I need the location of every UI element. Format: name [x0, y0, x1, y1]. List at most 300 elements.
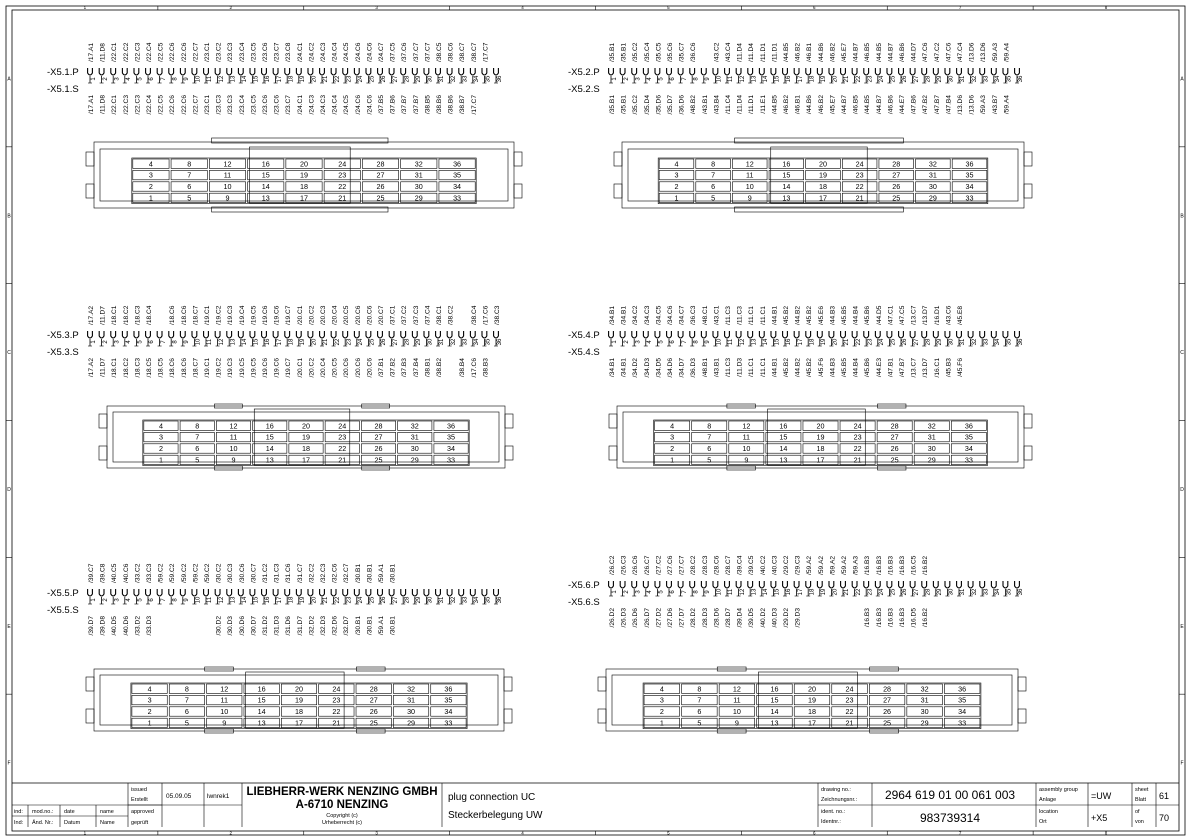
plug-pin [945, 331, 950, 338]
cavity-number: 7 [707, 432, 712, 442]
pin-reference: /22.C3 [122, 95, 130, 115]
pin-reference: /22.C6 [169, 95, 177, 115]
cavity-number: 5 [707, 455, 712, 465]
side-ear [505, 414, 513, 428]
cavity-number: 31 [920, 695, 929, 705]
plug-pin [482, 331, 487, 338]
pin-reference: /59.A2 [829, 555, 837, 575]
pin-reference: /11.D1 [748, 95, 756, 114]
pin-reference: /29.D2 [783, 608, 790, 628]
plug-pin [494, 589, 499, 596]
plug-pin [1015, 581, 1020, 588]
side-ear [86, 709, 94, 723]
pin-reference: /11.C3 [725, 306, 732, 325]
cavity-number: 1 [147, 718, 152, 728]
pin-reference: /32.C7 [343, 563, 351, 583]
plug-pin [285, 589, 290, 596]
cavity-number: 36 [958, 684, 967, 694]
cavity-number: 11 [733, 695, 741, 705]
pin-reference: /45.E6 [817, 305, 825, 325]
cavity-number: 30 [928, 182, 937, 192]
cavity-number: 18 [295, 707, 303, 717]
pin-number: 11 [728, 75, 735, 83]
pin-reference: /45.E8 [957, 305, 964, 325]
pin-reference: /34.D2 [632, 358, 640, 378]
plug-pin [620, 581, 625, 588]
cavity-number: 13 [257, 718, 266, 728]
pin-number: 31 [960, 75, 967, 83]
pin-number: 32 [450, 338, 457, 346]
pin-reference: /18.C6 [180, 305, 188, 325]
cavity-number: 20 [819, 159, 827, 169]
pin-reference: /11.D4 [748, 43, 756, 62]
title-label: drawing no.: [821, 787, 851, 793]
cavity-number: 27 [892, 170, 901, 180]
pin-number: 32 [971, 75, 978, 83]
pin-reference: /44.B1 [771, 305, 779, 325]
pin-number: 28 [404, 75, 411, 83]
pin-reference: /47.B6 [910, 95, 918, 115]
pin-reference: /11.D1 [771, 43, 779, 62]
pin-reference: /34.B1 [609, 305, 616, 325]
plug-pin [401, 331, 406, 338]
pin-reference: /48.B2 [690, 95, 698, 115]
cavity-number: 19 [819, 170, 827, 180]
pin-reference: /37.B5 [378, 95, 385, 115]
plug-pin [447, 331, 452, 338]
plug-pin [424, 331, 429, 338]
cavity-number: 3 [659, 695, 664, 705]
plug-pin [725, 68, 730, 75]
pin-number: 1 [612, 77, 619, 81]
title-label: Blatt [1135, 797, 1147, 803]
pin-reference: /18.C6 [169, 305, 177, 325]
pin-number: 16 [786, 588, 793, 596]
plug-pin [690, 331, 695, 338]
pin-number: 22 [334, 338, 341, 346]
pin-number: 31 [439, 596, 446, 604]
plug-pin [864, 581, 869, 588]
pin-reference: /11.C1 [759, 306, 767, 325]
title-label: Zeichnungsnr.: [821, 797, 858, 803]
pin-number: 6 [670, 590, 677, 594]
pin-reference: /24.C6 [354, 42, 362, 62]
pin-reference: /35.C6 [667, 42, 674, 62]
pin-reference: /59.A4 [1003, 95, 1011, 115]
company-address: A-6710 NENZING [295, 799, 389, 811]
pin-number: 9 [705, 77, 711, 81]
cavity-number: 5 [711, 193, 716, 203]
cavity-number: 29 [414, 193, 423, 203]
pin-number: 21 [323, 75, 330, 83]
pin-reference: /34.C3 [643, 305, 651, 325]
pin-reference: /35.C2 [632, 95, 640, 115]
cavity-number: 18 [819, 182, 827, 192]
cavity-number: 10 [732, 707, 741, 717]
pin-reference: /13.D6 [968, 42, 976, 62]
pin-reference: /13.C7 [910, 305, 918, 325]
pin-reference: /31.D3 [273, 616, 281, 636]
pin-number: 11 [207, 75, 214, 83]
pin-reference: /19.C1 [204, 358, 211, 378]
cavity-number: 5 [187, 193, 192, 203]
plug-pin [759, 581, 764, 588]
plug-pin [817, 68, 822, 75]
pin-number: 8 [172, 77, 179, 81]
pin-reference: /38.B4 [459, 358, 467, 378]
cavity-number: 29 [928, 193, 937, 203]
cavity-number: 22 [855, 182, 864, 192]
plug-pin [192, 331, 197, 338]
pin-reference: /23.C8 [285, 42, 293, 62]
cavity-number: 9 [231, 455, 236, 465]
pin-number: 11 [207, 338, 214, 346]
pin-reference: /40.C5 [111, 563, 119, 583]
cavity-number: 30 [920, 707, 929, 717]
side-ear [99, 446, 107, 460]
cavity-number: 9 [744, 455, 749, 465]
cavity-number: 35 [447, 432, 456, 442]
pin-reference: /22.C2 [122, 42, 130, 62]
pin-number: 10 [195, 596, 202, 604]
column-label: 7 [958, 5, 962, 11]
pin-number: 16 [265, 338, 272, 346]
pin-reference: /23.C5 [250, 42, 258, 62]
pin-reference: /23.C6 [273, 95, 281, 115]
location: +X5 [1091, 813, 1108, 823]
pin-number: 29 [937, 588, 943, 596]
pin-reference: /24.C1 [296, 42, 304, 62]
pin-reference: /44.B4 [852, 305, 860, 325]
column-label: 3 [375, 830, 378, 836]
cavity-number: 10 [223, 182, 232, 192]
pin-number: 14 [242, 75, 248, 83]
pin-reference: /44.D7 [910, 42, 918, 62]
pin-reference: /16.C1 [933, 358, 941, 378]
copyright-en: Copyright (c) [326, 813, 358, 819]
plug-pin [320, 589, 325, 596]
plug-pin [146, 68, 151, 75]
plug-pin [887, 68, 892, 75]
pin-reference: /37.B2 [389, 358, 397, 378]
pin-reference: /32.C3 [320, 563, 327, 583]
pin-reference: /37.B4 [412, 358, 420, 378]
pin-reference: /45.B3 [945, 358, 953, 378]
pin-reference: /33.C3 [146, 563, 153, 583]
cavity-number: 12 [223, 159, 232, 169]
pin-number: 16 [786, 75, 793, 83]
pin-reference: /38.C7 [470, 42, 478, 62]
pin-number: 4 [126, 340, 132, 344]
plug-pin [122, 589, 127, 596]
title-label: location [1039, 809, 1058, 815]
plug-pin [783, 581, 788, 588]
cavity-number: 22 [332, 707, 341, 717]
plug-label: -X5.2.P [568, 67, 600, 78]
pin-reference: /20.C5 [343, 305, 351, 325]
pin-reference: /20.C5 [331, 358, 339, 378]
plug-pin [655, 331, 660, 338]
plug-pin [273, 589, 278, 596]
pin-reference: /43.C4 [725, 42, 732, 62]
pin-number: 28 [404, 338, 411, 346]
pin-number: 6 [149, 77, 156, 81]
pin-reference: /39.D7 [88, 616, 95, 636]
cavity-number: 4 [148, 159, 153, 169]
plug-pin [238, 589, 243, 596]
pin-reference: /38.B7 [459, 95, 467, 115]
pin-reference: /27.D6 [667, 608, 674, 628]
pin-reference: /30.D2 [215, 616, 223, 636]
pin-number: 1 [612, 340, 619, 344]
plug-pin [991, 581, 996, 588]
pin-reference: /13.C7 [910, 358, 918, 378]
cavity-number: 2 [148, 182, 153, 192]
plug-pin [99, 589, 104, 596]
pin-number: 9 [184, 340, 190, 344]
pin-number: 23 [867, 338, 874, 346]
pin-reference: /20.C4 [320, 358, 327, 378]
plug-label: -X5.3.P [47, 330, 79, 341]
pin-reference: /45.B5 [841, 305, 848, 325]
pin-reference: /19.C4 [238, 305, 246, 325]
pin-reference: /11.D4 [736, 95, 744, 114]
pin-reference: /32.C2 [308, 563, 316, 583]
cavity-number: 19 [302, 432, 310, 442]
pin-reference: /19.C6 [273, 358, 281, 378]
title-block [12, 783, 1179, 827]
pin-reference: /11.E1 [759, 95, 767, 114]
pin-number: 33 [462, 338, 469, 346]
pin-number: 30 [427, 75, 434, 83]
cavity-number: 31 [410, 432, 419, 442]
pin-reference: /24.C1 [296, 95, 304, 115]
plug-pin [389, 589, 394, 596]
cavity-number: 12 [745, 159, 754, 169]
plug-pin [875, 68, 880, 75]
cavity-number: 29 [920, 718, 929, 728]
pin-number: 26 [381, 75, 388, 83]
plug-pin [852, 68, 857, 75]
cavity-number: 24 [845, 684, 854, 694]
pin-reference: /19.C2 [215, 305, 223, 325]
cavity-number: 28 [376, 159, 385, 169]
pin-number: 2 [623, 590, 630, 594]
plug-pin [343, 68, 348, 75]
pin-reference: /45.F6 [817, 358, 825, 377]
pin-reference: /46.B2 [783, 95, 790, 115]
pin-reference: /16.D1 [933, 305, 941, 325]
plug-pin [285, 331, 290, 338]
pin-reference: /23.C3 [227, 42, 235, 62]
cavity-number: 20 [816, 421, 825, 431]
cavity-number: 25 [892, 193, 901, 203]
side-ear [505, 446, 513, 460]
pin-number: 30 [427, 338, 434, 346]
plug-pin [122, 68, 127, 75]
pin-reference: /34.C5 [655, 305, 663, 325]
plug-pin [806, 331, 811, 338]
cavity-number: 22 [338, 444, 347, 454]
pin-number: 15 [253, 75, 260, 83]
pin-reference: /18.C7 [192, 305, 200, 325]
side-ear [614, 152, 622, 166]
cavity-number: 35 [964, 432, 973, 442]
cavity-number: 10 [220, 707, 229, 717]
pin-reference: /35.B1 [620, 42, 628, 62]
side-ear [598, 709, 606, 723]
pin-reference: /24.C4 [331, 42, 339, 62]
plug-label: -X5.6.P [568, 580, 600, 591]
pin-number: 31 [960, 338, 967, 346]
plug-pin [783, 331, 788, 338]
plug-pin [655, 581, 660, 588]
pin-number: 18 [288, 338, 295, 346]
pin-reference: /17.C7 [482, 42, 490, 62]
pin-reference: /38.B6 [436, 95, 443, 115]
cavity-number: 25 [374, 455, 383, 465]
plug-pin [864, 331, 869, 338]
cavity-number: 31 [414, 170, 423, 180]
plug-pin [771, 581, 776, 588]
side-ear [1024, 184, 1032, 198]
plug-pin [366, 68, 371, 75]
side-ear [1024, 414, 1032, 428]
pin-reference: /44.B6 [817, 42, 825, 62]
pin-number: 11 [728, 588, 735, 596]
pin-number: 26 [902, 75, 909, 83]
pin-number: 2 [623, 77, 630, 81]
plug-pin [343, 589, 348, 596]
title-label: name [100, 809, 114, 815]
side-ear [504, 709, 512, 723]
pin-number: 14 [242, 596, 248, 604]
pin-reference: /31.C7 [296, 563, 304, 583]
pin-number: 1 [612, 590, 619, 594]
cavity-number: 9 [747, 193, 752, 203]
pin-reference: /19.C3 [227, 305, 235, 325]
plug-pin [980, 331, 985, 338]
column-label: 1 [83, 5, 87, 11]
row-label: F [7, 760, 11, 767]
cavity-number: 5 [184, 718, 189, 728]
row-label: C [7, 350, 11, 357]
cavity-number: 26 [890, 444, 899, 454]
cavity-number: 13 [265, 455, 274, 465]
pin-reference: /44.E7 [899, 95, 906, 115]
cavity-number: 32 [920, 684, 929, 694]
column-label: 8 [1104, 5, 1108, 11]
pin-number: 32 [450, 596, 457, 604]
pin-reference: /45.B2 [783, 305, 790, 325]
pin-number: 36 [1018, 588, 1025, 596]
pin-number: 24 [879, 338, 885, 346]
pin-number: 24 [358, 75, 364, 83]
cavity-number: 24 [338, 159, 347, 169]
cavity-number: 15 [779, 432, 788, 442]
pin-reference: /13.D6 [980, 42, 988, 62]
plug-pin [296, 589, 301, 596]
cavity-number: 21 [855, 193, 864, 203]
pin-number: 34 [995, 75, 1001, 83]
plug-pin [968, 581, 973, 588]
pin-reference: /23.C7 [285, 95, 293, 115]
plug-pin [134, 589, 139, 596]
cavity-number: 26 [883, 707, 892, 717]
pin-reference: /32.C6 [331, 563, 339, 583]
plug-pin [436, 68, 441, 75]
pin-number: 5 [658, 77, 665, 81]
pin-reference: /16.B3 [864, 608, 872, 628]
cavity-number: 10 [229, 444, 238, 454]
pin-number: 15 [774, 338, 781, 346]
pin-number: 14 [763, 338, 769, 346]
pin-reference: /44.B7 [887, 42, 895, 62]
pin-number: 36 [497, 338, 504, 346]
pin-reference: /44.B1 [771, 358, 779, 378]
title-label: of [1135, 809, 1140, 815]
cavity-number: 21 [338, 193, 347, 203]
cavity-number: 27 [890, 432, 899, 442]
pin-number: 35 [1006, 75, 1013, 83]
pin-number: 9 [705, 590, 711, 594]
pin-reference: /19.C6 [262, 358, 269, 378]
sheet-total: 70 [1159, 813, 1170, 823]
pin-reference: /23.C3 [227, 95, 235, 115]
pin-number: 13 [230, 338, 237, 346]
cavity-number: 33 [965, 193, 974, 203]
cavity-number: 15 [257, 695, 266, 705]
pin-number: 14 [763, 588, 769, 596]
pin-reference: /59.A3 [991, 42, 999, 62]
pin-reference: /19.C5 [238, 358, 246, 378]
pin-reference: /44.B5 [875, 42, 883, 62]
plug-pin [829, 581, 834, 588]
pin-number: 33 [462, 596, 469, 604]
plug-pin [875, 581, 880, 588]
pin-number: 3 [635, 590, 642, 594]
cavity-number: 25 [890, 455, 899, 465]
pin-number: 27 [392, 75, 399, 83]
pin-number: 34 [474, 596, 480, 604]
cavity-number: 33 [444, 718, 453, 728]
cavity-number: 26 [369, 707, 378, 717]
pin-reference: /37.B6 [389, 95, 397, 115]
column-label: 5 [667, 5, 670, 11]
pin-reference: /20.C6 [343, 358, 351, 378]
pin-number: 19 [300, 338, 306, 346]
pin-reference: /44.B3 [829, 358, 837, 378]
pin-reference: /23.C3 [215, 95, 223, 115]
plug-pin [678, 68, 683, 75]
cavity-number: 10 [742, 444, 751, 454]
plug-pin [783, 68, 788, 75]
pin-reference: /20.C4 [331, 305, 339, 325]
plug-pin [331, 331, 336, 338]
pin-reference: /24.C6 [366, 95, 374, 115]
plug-pin [250, 589, 255, 596]
plug-pin [180, 331, 185, 338]
title-label: Ort [1039, 819, 1047, 825]
pin-reference: /31.C2 [262, 563, 269, 583]
pin-reference: /17.C7 [470, 95, 478, 115]
plug-pin [88, 68, 93, 75]
pin-number: 4 [647, 340, 653, 344]
socket-label: -X5.6.S [568, 597, 600, 608]
plug-pin [180, 68, 185, 75]
cavity-number: 27 [369, 695, 378, 705]
cavity-number: 6 [187, 182, 192, 192]
